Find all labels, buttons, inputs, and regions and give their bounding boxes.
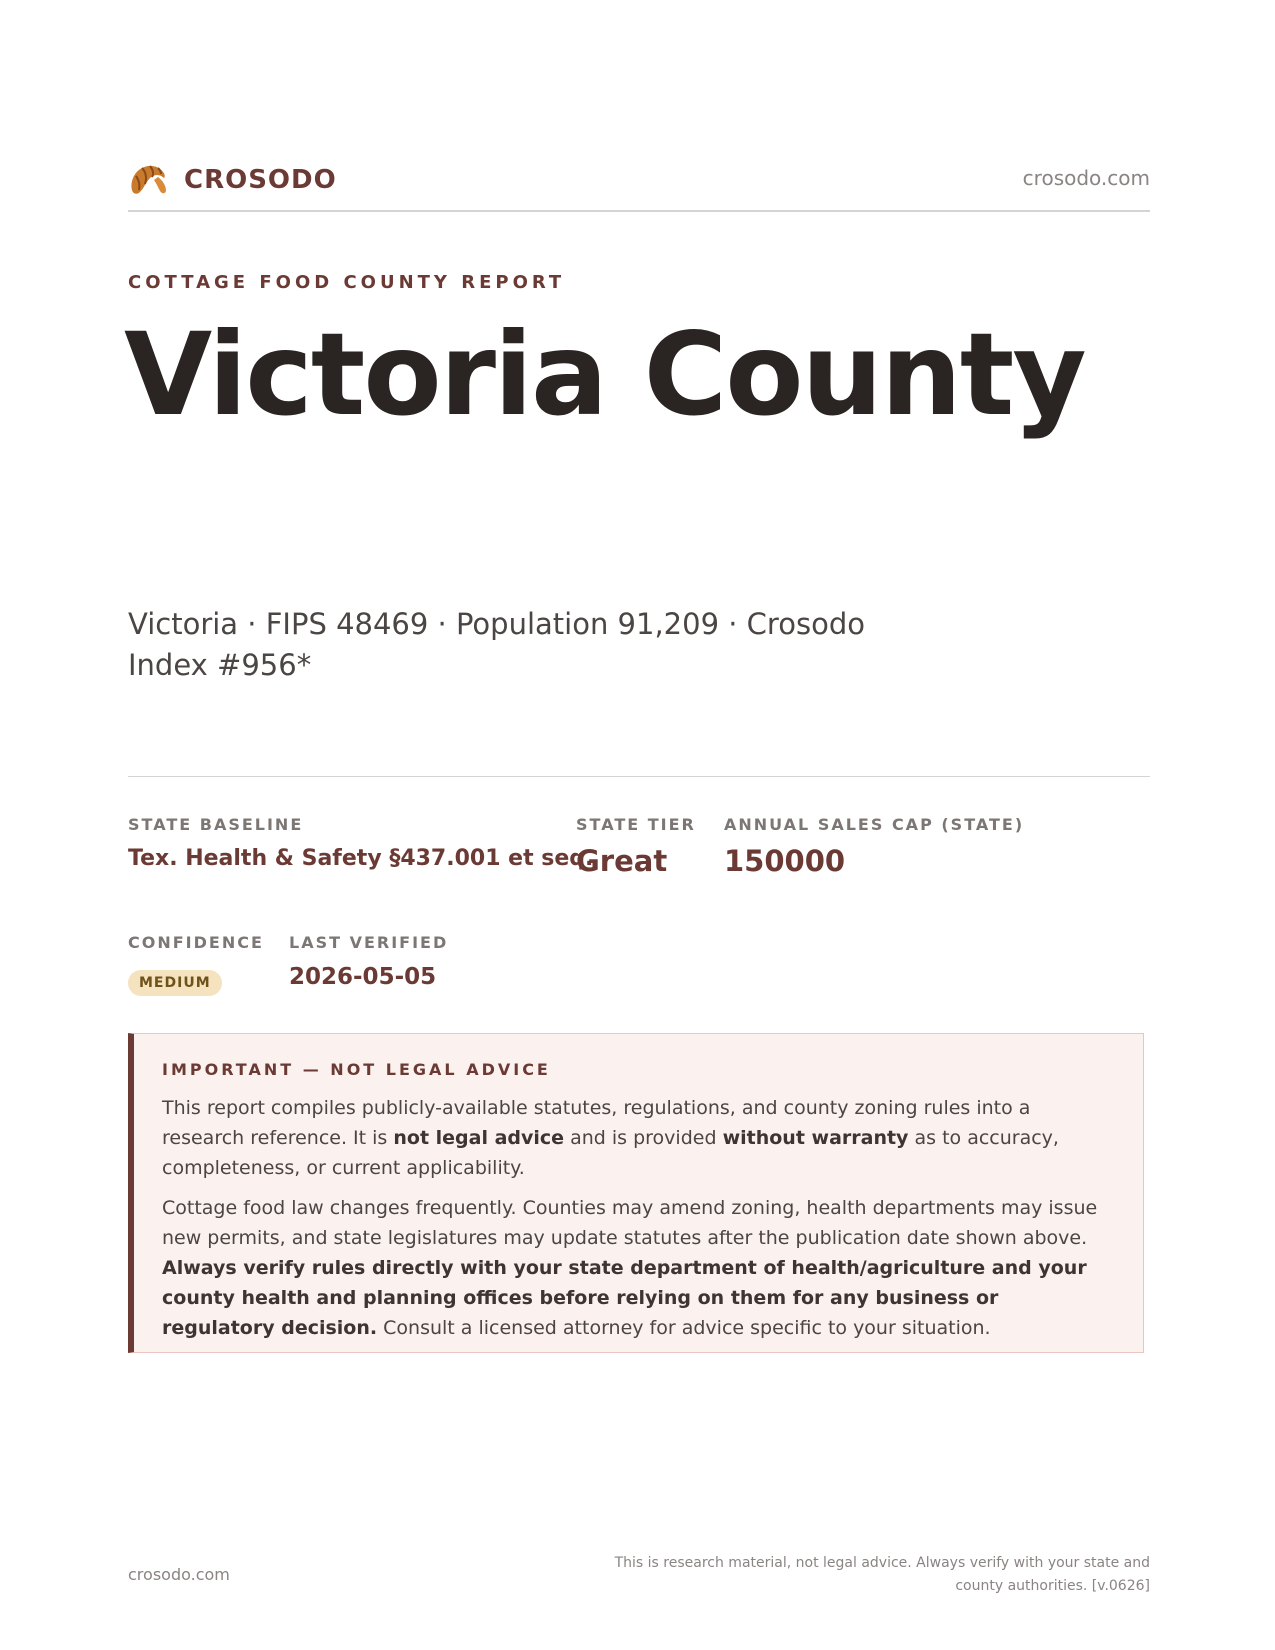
last-verified-label: LAST VERIFIED — [289, 933, 449, 952]
state-tier-value: Great — [576, 844, 668, 878]
croissant-icon — [128, 160, 170, 200]
annual-sales-cap-field — [724, 815, 1024, 878]
notice-emphasis: not legal advice — [393, 1127, 565, 1149]
notice-text: Cottage food law changes frequently. Counties may amend zoning, health departments may issue new permits, and state legislatures may update statutes after the publication date shown above. — [162, 1197, 1098, 1249]
state-baseline-value: Tex. Health & Safety §437.001 et seq. — [128, 846, 594, 871]
state-tier-field — [576, 815, 696, 878]
notice-emphasis: Always verify rules directly with your state department of health/agriculture and your county health and planning offices before relying on them for any business or regulatory decision. — [162, 1257, 1087, 1339]
notice-text: and is provided — [564, 1127, 723, 1149]
report-subtitle: Victoria · FIPS 48469 · Population 91,209 · Crosodo Index #956* — [128, 607, 865, 682]
notice-paragraph-1 — [162, 1093, 1117, 1183]
notice-text: as to accuracy, completeness, or current applicability. — [162, 1127, 1059, 1179]
last-verified-field — [289, 933, 448, 990]
brand-name: CROSODO — [184, 165, 337, 195]
brand — [128, 160, 337, 200]
confidence-label: CONFIDENCE — [128, 933, 264, 952]
annual-sales-cap-value: 150000 — [724, 844, 846, 878]
legal-notice — [128, 1033, 1144, 1353]
annual-sales-cap-label: ANNUAL SALES CAP (STATE) — [724, 815, 1025, 834]
report-page — [124, 0, 1150, 1650]
state-baseline-field — [128, 815, 593, 871]
notice-emphasis: without warranty — [722, 1127, 909, 1149]
report-eyebrow: COTTAGE FOOD COUNTY REPORT — [128, 272, 566, 293]
notice-heading: IMPORTANT — NOT LEGAL ADVICE — [162, 1060, 551, 1079]
section-divider — [128, 776, 1150, 777]
last-verified-value: 2026-05-05 — [289, 964, 437, 990]
page-title: Victoria County — [124, 308, 1085, 441]
state-tier-label: STATE TIER — [576, 815, 696, 834]
confidence-badge: MEDIUM — [128, 970, 222, 996]
state-baseline-label: STATE BASELINE — [128, 815, 304, 834]
header-site-url[interactable]: crosodo.com — [1022, 166, 1150, 190]
notice-text: This report compiles publicly-available statutes, regulations, and county zoning rules into a research reference. It is — [162, 1097, 1031, 1149]
footer-disclaimer: This is research material, not legal advice. Always verify with your state and county authorities. [v.0626] — [614, 1555, 1150, 1594]
notice-paragraph-2 — [162, 1193, 1117, 1343]
confidence-field — [128, 933, 264, 996]
notice-text: Consult a licensed attorney for advice specific to your situation. — [377, 1317, 991, 1339]
footer-site-url[interactable]: crosodo.com — [128, 1565, 230, 1584]
page-header — [128, 158, 1150, 212]
